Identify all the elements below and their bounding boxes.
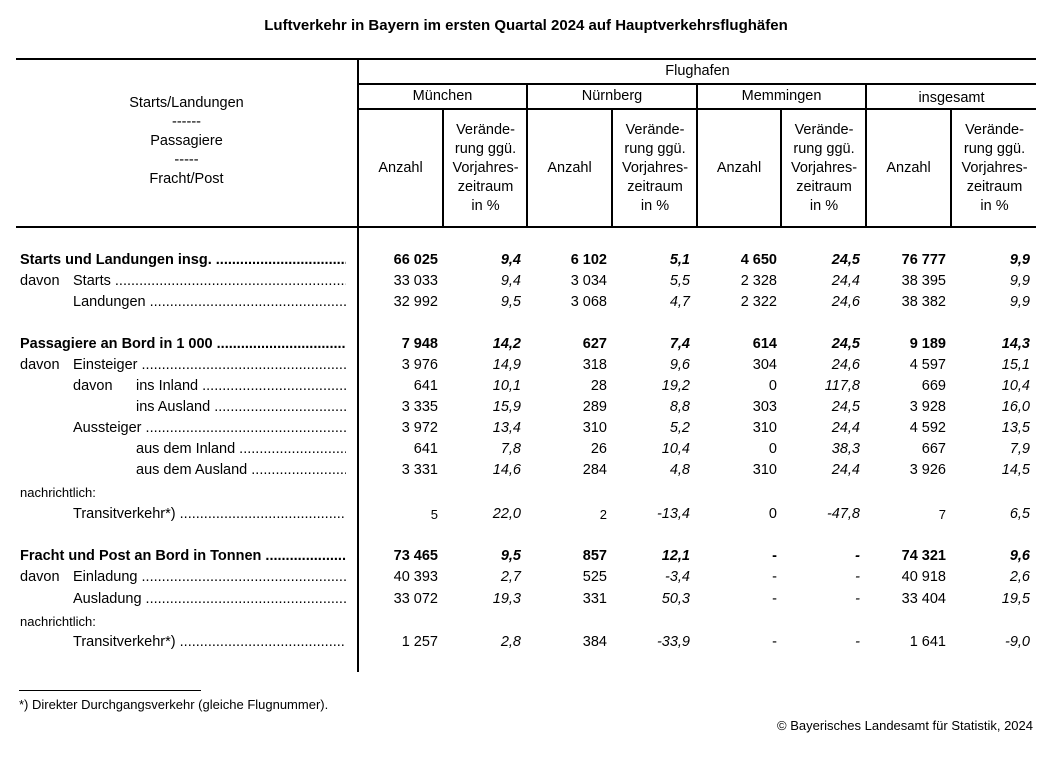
change-header-line: Vorjahres- [790,160,858,176]
note-row [0,611,1052,632]
count-cell: 641 [413,441,438,457]
table-row [0,439,1052,460]
row-label [73,567,346,588]
change-cell: 14,3 [1001,336,1030,352]
change-header-line: in % [980,198,1009,214]
change-cell: 10,1 [492,378,521,394]
change-header-line: Verände- [625,122,685,138]
change-header-line: in % [471,198,500,214]
count-cell: 318 [582,357,607,373]
row-label-text: Transitverkehr*) [73,634,176,650]
change-cell: 7,9 [1009,441,1030,457]
count-cell: 0 [768,378,777,394]
change-cell: 2,6 [1009,569,1030,585]
change-header-line: zeitraum [966,179,1023,195]
count-cell: 73 465 [393,548,438,564]
change-cell: 13,4 [492,420,521,436]
change-cell: - [855,548,860,564]
count-header: Anzahl [886,160,931,176]
count-cell: 32 992 [393,294,438,310]
row-label [20,546,346,567]
count-cell: 3 926 [909,462,946,478]
count-cell: 627 [582,336,607,352]
table-row [0,460,1052,481]
change-cell: 5,5 [669,273,690,289]
change-cell: 5,1 [669,252,690,268]
count-cell: 38 395 [901,273,946,289]
airport-header-insgesamt: insgesamt [918,90,985,106]
change-cell: -33,9 [656,634,690,650]
change-cell: 117,8 [824,378,860,394]
table-row [0,334,1052,355]
row-label [136,376,346,397]
count-cell: 669 [921,378,946,394]
table-row [0,418,1052,439]
table-row [0,589,1052,610]
change-header-line: in % [640,198,670,214]
change-cell: 24,5 [831,252,860,268]
count-cell: 33 404 [901,591,946,607]
change-header-line: Vorjahres- [961,160,1028,176]
change-header-line: in % [809,198,839,214]
change-cell: -13,4 [656,506,690,522]
count-cell: 33 072 [393,591,438,607]
count-cell: 7 [938,507,946,522]
count-cell: 26 [590,441,607,457]
count-cell: 1 257 [401,634,438,650]
change-cell: 22,0 [492,506,521,522]
change-cell: 10,4 [661,441,690,457]
page-title: Luftverkehr in Bayern im ersten Quartal 2024 auf Hauptverkehrsflughäfen [264,17,788,34]
change-cell: 24,6 [831,357,860,373]
change-cell: 9,5 [500,294,521,310]
airport-header-muenchen: München [412,88,473,104]
table-row [0,397,1052,418]
change-cell: 19,3 [492,591,521,607]
row-label-text: aus dem Inland [136,441,236,457]
count-cell: 2 [599,507,607,522]
row-label-text: Einladung [73,569,138,585]
change-cell: 5,2 [669,420,690,436]
count-cell: 641 [413,378,438,394]
change-cell: 24,4 [831,420,860,436]
count-cell: 40 393 [393,569,438,585]
row-label-text: Einsteiger [73,357,138,373]
change-cell: - [855,591,860,607]
count-cell: 3 331 [401,462,438,478]
row-label [73,292,346,313]
row-label [73,589,346,610]
change-header-line: Verände- [456,122,515,138]
count-header: Anzahl [716,160,762,176]
table-row [0,271,1052,292]
change-cell: 7,8 [500,441,521,457]
row-prefix: davon [20,357,60,373]
count-cell: 310 [752,462,777,478]
change-cell: 2,8 [500,634,521,650]
change-header [952,121,1037,216]
change-cell: 9,9 [1009,294,1030,310]
count-cell: 7 948 [401,336,438,352]
table-top-rule [16,58,1036,60]
count-cell: 303 [752,399,777,415]
stub-header [16,94,357,189]
count-cell: 38 382 [901,294,946,310]
change-cell: -9,0 [1005,634,1030,650]
count-cell: 384 [582,634,607,650]
count-cell: 310 [752,420,777,436]
count-cell: 3 972 [401,420,438,436]
note-label: nachrichtlich: [20,614,96,629]
row-label-text: Ausladung [73,591,142,607]
row-label-text: Landungen [73,294,146,310]
count-cell: 289 [582,399,607,415]
row-prefix: davon [20,273,60,289]
footnote: *) Direkter Durchgangsverkehr (gleiche Flugnummer). [19,697,329,712]
row-label [73,355,346,376]
change-cell: 24,4 [831,273,860,289]
change-cell: 14,9 [492,357,521,373]
row-label-text: aus dem Ausland [136,462,248,478]
change-cell: 15,9 [492,399,521,415]
count-cell: 3 335 [401,399,438,415]
note-label: nachrichtlich: [20,485,96,500]
count-cell: 3 068 [570,294,607,310]
count-cell: 525 [582,569,607,585]
count-cell: 614 [752,336,777,352]
table-row [0,632,1052,653]
count-cell: 9 189 [909,336,946,352]
count-header: Anzahl [378,160,423,176]
change-header-line: rung ggü. [454,141,517,157]
copyright: © Bayerisches Landesamt für Statistik, 2024 [777,718,1033,733]
change-cell: 12,1 [661,548,690,564]
count-cell: 3 928 [909,399,946,415]
airport-header-nuernberg: Nürnberg [581,88,643,104]
row-label [73,504,346,525]
stub-header-line: Passagiere [150,133,223,149]
change-cell: -3,4 [665,569,690,585]
table-row [0,355,1052,376]
change-header-line: rung ggü. [624,141,686,157]
change-cell: 9,9 [1009,273,1030,289]
change-cell: 9,6 [669,357,690,373]
count-cell: - [772,591,777,607]
change-header-line: rung ggü. [793,141,855,157]
row-label [136,460,346,481]
change-cell: 8,8 [669,399,690,415]
row-label [73,418,346,439]
table-row [0,504,1052,525]
row-label-text: Transitverkehr*) [73,506,176,522]
change-cell: 24,4 [831,462,860,478]
change-cell: -47,8 [826,506,860,522]
count-cell: 1 641 [909,634,946,650]
count-cell: 5 [430,507,438,522]
count-cell: - [772,548,777,564]
change-header-line: zeitraum [457,179,514,195]
row-label [73,271,346,292]
change-cell: 19,2 [661,378,690,394]
row-label [73,632,346,653]
change-cell: 9,6 [1009,548,1030,564]
count-cell: 28 [590,378,607,394]
table-row [0,292,1052,313]
change-cell: 38,3 [831,441,860,457]
change-header-line: Vorjahres- [621,160,689,176]
count-cell: 33 033 [393,273,438,289]
change-cell: 9,4 [500,273,521,289]
change-header-line: Vorjahres- [452,160,519,176]
row-label-text: Fracht und Post an Bord in Tonnen [20,548,262,564]
count-cell: 304 [752,357,777,373]
change-header-line: zeitraum [627,179,683,195]
change-header [613,121,697,216]
table-row [0,250,1052,271]
row-label [136,439,346,460]
count-cell: 0 [768,506,777,522]
change-cell: 50,3 [661,591,690,607]
change-cell: 9,4 [500,252,521,268]
change-cell: 19,5 [1001,591,1030,607]
stub-header-line: ------ [172,114,201,130]
change-cell: - [855,569,860,585]
row-label-text: Aussteiger [73,420,142,436]
row-label [20,250,346,271]
change-header-line: Verände- [965,122,1024,138]
stub-header-line: ----- [174,152,199,168]
change-cell: 24,6 [831,294,860,310]
count-cell: 284 [582,462,607,478]
change-cell: 6,5 [1009,506,1030,522]
count-cell: 4 592 [909,420,946,436]
change-cell: 9,5 [500,548,521,564]
change-cell: 24,5 [831,336,860,352]
count-cell: 331 [582,591,607,607]
count-cell: 74 321 [901,548,946,564]
change-cell: 7,4 [669,336,690,352]
change-cell: 2,7 [500,569,521,585]
table-row [0,546,1052,567]
count-cell: 2 328 [740,273,777,289]
change-cell: 4,7 [669,294,690,310]
row-label [136,397,346,418]
count-cell: 4 650 [740,252,777,268]
count-cell: 310 [582,420,607,436]
stub-header-line: Fracht/Post [149,171,224,187]
change-cell: 4,8 [669,462,690,478]
change-cell: 13,5 [1001,420,1030,436]
row-label-text: Starts und Landungen insg. [20,252,212,268]
count-cell: - [772,634,777,650]
table-row [0,376,1052,397]
table-row [0,567,1052,588]
group-header: Flughafen [665,63,730,79]
count-cell: 0 [768,441,777,457]
count-cell: 6 102 [570,252,607,268]
count-cell: 2 322 [740,294,777,310]
count-header: Anzahl [547,160,592,176]
row-prefix: davon [73,378,113,394]
change-cell: 14,2 [492,336,521,352]
count-cell: 667 [921,441,946,457]
change-cell: 9,9 [1009,252,1030,268]
change-cell: 15,1 [1001,357,1030,373]
stub-header-line: Starts/Landungen [129,95,244,111]
change-cell: - [855,634,860,650]
change-cell: 10,4 [1001,378,1030,394]
row-label-text: ins Inland [136,378,199,394]
count-cell: 857 [582,548,607,564]
count-cell: 76 777 [901,252,946,268]
count-cell: 3 034 [570,273,607,289]
change-header-line: rung ggü. [963,141,1026,157]
count-cell: - [772,569,777,585]
row-label [20,334,346,355]
count-cell: 4 597 [909,357,946,373]
change-cell: 14,5 [1001,462,1030,478]
row-label-text: ins Ausland [136,399,211,415]
change-cell: 24,5 [831,399,860,415]
count-cell: 40 918 [901,569,946,585]
row-label-text: Passagiere an Bord in 1 000 [20,336,213,352]
change-header-line: Verände- [794,122,854,138]
count-cell: 66 025 [393,252,438,268]
change-cell: 14,6 [492,462,521,478]
change-header [782,121,866,216]
count-cell: 3 976 [401,357,438,373]
note-row [0,482,1052,503]
row-prefix: davon [20,569,60,585]
change-cell: 16,0 [1001,399,1030,415]
footnote-rule [19,690,201,691]
row-label-text: Starts [73,273,111,289]
change-header [444,121,527,216]
airport-header-memmingen: Memmingen [741,88,822,104]
change-header-line: zeitraum [796,179,852,195]
